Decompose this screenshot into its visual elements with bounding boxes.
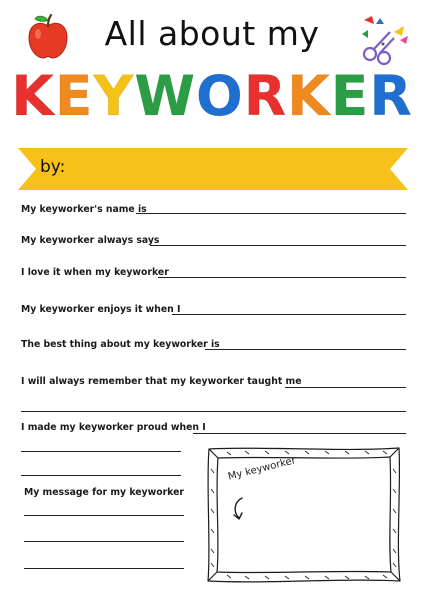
question-name: My keyworker's name is <box>21 204 147 215</box>
answer-line-enjoys-it-when[interactable] <box>172 314 406 315</box>
title-letter: W <box>134 64 196 128</box>
title-letter: Y <box>93 64 135 128</box>
curved-arrow-icon <box>230 496 250 524</box>
title-letter: K <box>287 64 331 128</box>
title-letter: O <box>196 64 244 128</box>
answer-line-always-says[interactable] <box>150 245 406 246</box>
answer-line-always-remember-1[interactable] <box>285 387 406 388</box>
answer-line-made-proud[interactable] <box>193 433 406 434</box>
message-line-3[interactable] <box>24 568 184 569</box>
question-always-remember: I will always remember that my keyworker taught me <box>21 376 302 387</box>
title-letter: E <box>330 64 370 128</box>
frame-label: My keyworker <box>227 455 297 483</box>
message-line-2[interactable] <box>24 541 184 542</box>
question-made-proud: I made my keyworker proud when I <box>21 422 206 433</box>
answer-line-extra-1[interactable] <box>21 451 181 452</box>
title-letter: R <box>243 64 288 128</box>
title-letter: R <box>369 64 413 128</box>
message-line-1[interactable] <box>24 515 184 516</box>
question-best-thing: The best thing about my keyworker is <box>21 339 220 350</box>
question-always-says: My keyworker always says <box>21 235 160 246</box>
answer-line-name[interactable] <box>136 213 406 214</box>
title-letter: K <box>11 64 55 128</box>
by-label: by: <box>40 157 66 177</box>
question-enjoys-it-when: My keyworker enjoys it when I <box>21 304 181 315</box>
answer-line-always-remember-2[interactable] <box>21 411 406 412</box>
title-keyworker <box>0 64 424 128</box>
name-banner <box>18 148 408 190</box>
answer-line-love-it-when[interactable] <box>158 277 406 278</box>
question-love-it-when: I love it when my keyworker <box>21 267 169 278</box>
answer-line-extra-2[interactable] <box>21 475 181 476</box>
title-letter: E <box>54 64 94 128</box>
title-all-about-my: All about my <box>104 14 320 53</box>
answer-line-best-thing[interactable] <box>205 349 406 350</box>
message-label: My message for my keyworker <box>24 487 184 498</box>
